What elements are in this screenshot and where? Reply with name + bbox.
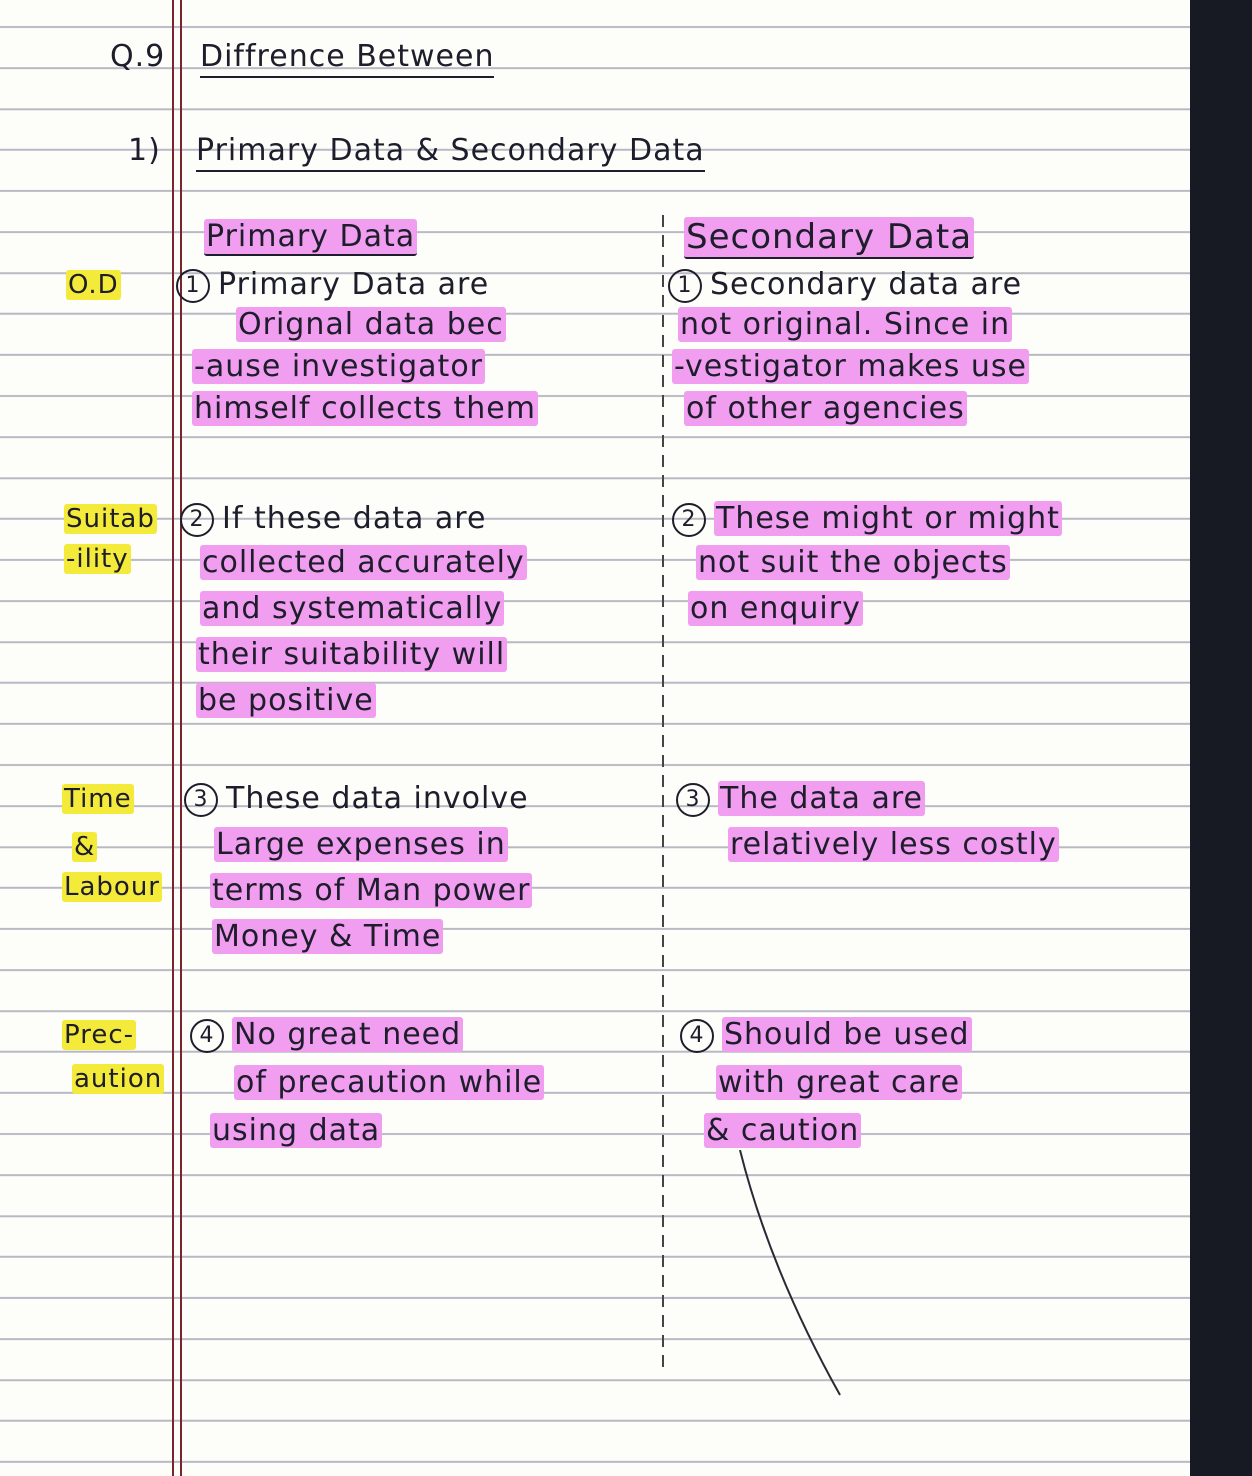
row-2-left-line-3: and systematically: [202, 591, 503, 626]
row-4-right-line-3: & caution: [706, 1113, 860, 1148]
row-4-left-line-3: using data: [212, 1113, 381, 1148]
margin-rule-right: [180, 0, 182, 1476]
right-column-header: Secondary Data: [686, 217, 973, 257]
margin-rule-left: [172, 0, 174, 1476]
margin-label-row-3-b: &: [74, 832, 96, 862]
row-3-left: 3 These data involve: [184, 780, 529, 818]
row-2-right-line-3: on enquiry: [690, 591, 861, 626]
row-2-right: 2 These might or might: [672, 500, 1062, 538]
row-3-right: 3 The data are: [676, 780, 925, 818]
row-3-left-line-2: Large expenses in: [216, 827, 506, 862]
question-number: Q.9: [110, 39, 166, 74]
row-2-right-line-2: not suit the objects: [698, 545, 1008, 580]
row-3-left-line-4: Money & Time: [214, 919, 442, 954]
row-1-left-line-4: himself collects them: [194, 391, 536, 426]
row-3-right-line-2: relatively less costly: [730, 827, 1057, 862]
row-1-left-line-2: Orignal data bec: [238, 307, 504, 342]
margin-label-row-2: Suitab: [66, 504, 155, 534]
row-4-left-line-2: of precaution while: [236, 1065, 543, 1100]
subheading-text: Primary Data & Secondary Data: [196, 132, 705, 172]
pen-stroke: [730, 1150, 850, 1400]
margin-label-row-4: Prec-: [64, 1020, 135, 1050]
row-2-left-line-5: be positive: [198, 683, 374, 718]
row-2-left: 2 If these data are: [180, 500, 486, 538]
row-1-right-line-4: of other agencies: [686, 391, 965, 426]
row-4-left: 4 No great need: [190, 1016, 463, 1054]
margin-label-row-3: Time: [64, 784, 132, 814]
subheading-number: 1): [128, 133, 161, 168]
row-2-left-line-4: their suitability will: [198, 637, 506, 672]
row-3-left-line-3: terms of Man power: [212, 873, 531, 908]
row-1-right-line-2: not original. Since in: [680, 307, 1011, 342]
row-4-right: 4 Should be used: [680, 1016, 972, 1054]
margin-label-row-2-b: -ility: [66, 544, 129, 574]
page-edge: [1190, 0, 1252, 1476]
margin-label-row-4-b: aution: [74, 1064, 163, 1094]
margin-label-row-1: O.D: [68, 270, 119, 300]
row-1-right-line-3: -vestigator makes use: [674, 349, 1028, 384]
margin-label-row-3-c: Labour: [64, 872, 160, 902]
left-column-header: Primary Data: [206, 219, 416, 254]
row-1-right: 1 Secondary data are: [668, 266, 1022, 304]
row-4-right-line-2: with great care: [718, 1065, 961, 1100]
question-title: Diffrence Between: [200, 38, 494, 78]
row-1-left-line-3: -ause investigator: [194, 349, 484, 384]
column-divider: [662, 215, 664, 1375]
row-2-left-line-2: collected accurately: [202, 545, 525, 580]
row-1-left: 1 Primary Data are: [176, 266, 489, 304]
